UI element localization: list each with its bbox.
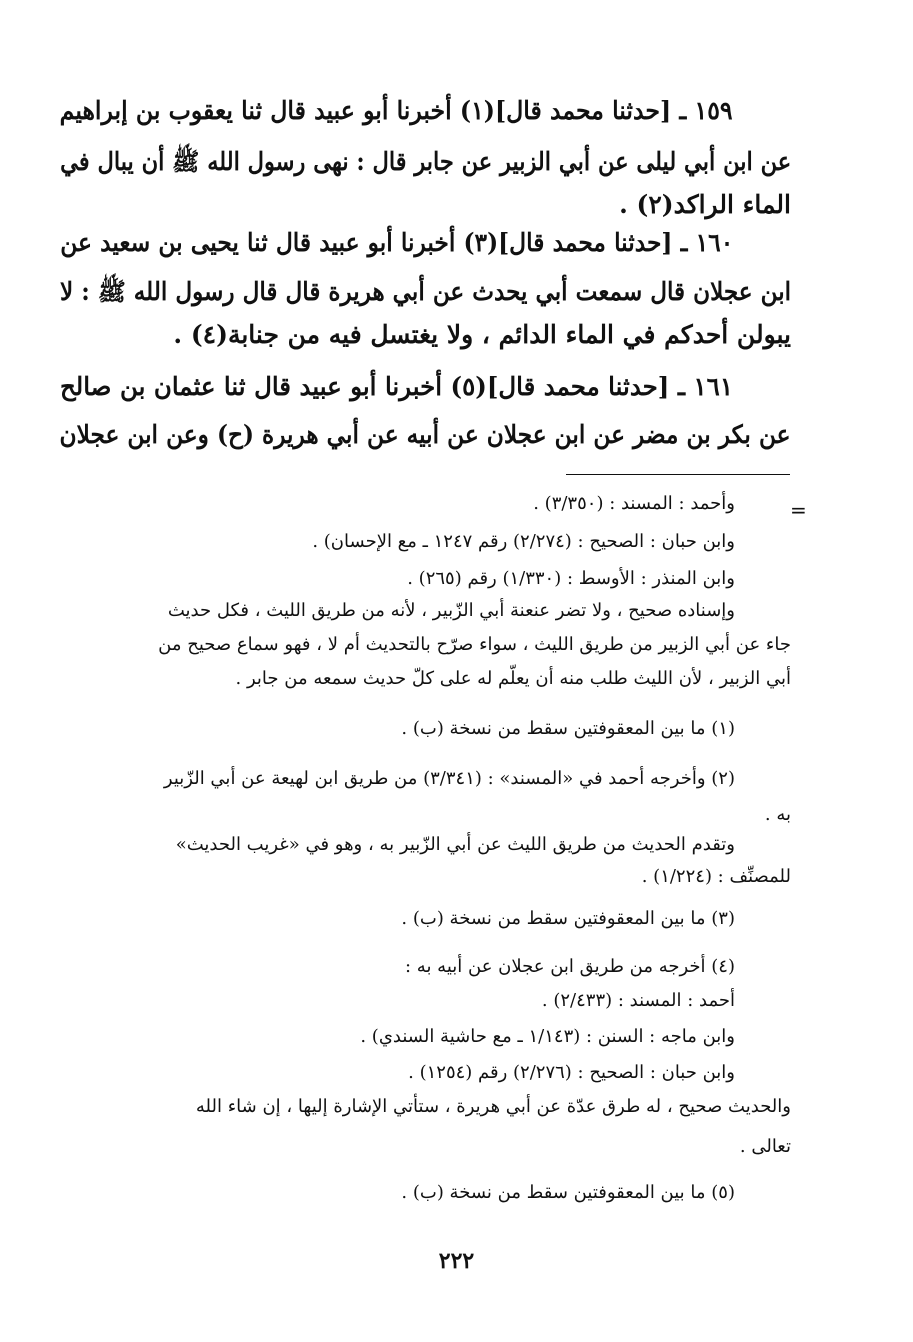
footnote-line: (٢) وأخرجه أحمد في «المسند» : (٣/٣٤١) من طريق ابن لهيعة عن أبي الزّبير [163, 768, 735, 789]
footnote-line: تعالى . [739, 1136, 791, 1157]
footnote-line: به . [764, 804, 791, 825]
footnote-line: للمصنِّف : (١/٢٢٤) . [641, 866, 791, 887]
footnote-line: أحمد : المسند : (٢/٤٣٣) . [541, 990, 735, 1011]
footnote-line: وأحمد : المسند : (٣/٣٥٠) . [533, 493, 735, 514]
footnote-line: وابن ماجه : السنن : (١/١٤٣ ـ مع حاشية السندي) . [360, 1026, 735, 1047]
continuation-mark: = [790, 498, 807, 522]
main-line: ١٦٠ ـ [حدثنا محمد قال](٣) أخبرنا أبو عبيد قال ثنا يحيى بن سعيد عن [59, 228, 733, 257]
footnote-line: وابن المنذر : الأوسط : (١/٣٣٠) رقم (٢٦٥) . [407, 568, 735, 589]
footnote-line: جاء عن أبي الزبير من طريق الليث ، سواء صرّح بالتحديث أم لا ، فهو سماع صحيح من [158, 634, 791, 655]
page-number: ٢٢٢ [438, 1248, 475, 1274]
footnote-line: أبي الزبير ، لأن الليث طلب منه أن يعلّم له على كلّ حديث سمعه من جابر . [235, 668, 791, 689]
footnote-line: وابن حبان : الصحيح : (٢/٢٧٤) رقم ١٢٤٧ ـ مع الإحسان) . [312, 531, 735, 552]
footnote-line: (٥) ما بين المعقوفتين سقط من نسخة (ب) . [401, 1182, 735, 1203]
main-line: ١٦١ ـ [حدثنا محمد قال](٥) أخبرنا أبو عبيد قال ثنا عثمان بن صالح [60, 372, 733, 401]
main-line: الماء الراكد(٢) . [619, 190, 791, 219]
footnote-separator [566, 474, 790, 475]
footnote-line: وابن حبان : الصحيح : (٢/٢٧٦) رقم (١٢٥٤) . [408, 1062, 735, 1083]
footnote-line: وتقدم الحديث من طريق الليث عن أبي الزّبير به ، وهو في «غريب الحديث» [175, 834, 735, 855]
footnote-line: وإسناده صحيح ، ولا تضر عنعنة أبي الزّبير ، لأنه من طريق الليث ، فكل حديث [167, 600, 735, 621]
footnote-line: (٤) أخرجه من طريق ابن عجلان عن أبيه به : [405, 956, 735, 977]
main-line: ابن عجلان قال سمعت أبي يحدث عن أبي هريرة قال قال رسول الله ﷺ : لا [59, 277, 791, 306]
main-line: يبولن أحدكم في الماء الدائم ، ولا يغتسل فيه من جنابة(٤) . [173, 320, 791, 349]
main-line: ١٥٩ ـ [حدثنا محمد قال](١) أخبرنا أبو عبيد قال ثنا يعقوب بن إبراهيم [60, 96, 733, 125]
main-line: عن بكر بن مضر عن ابن عجلان عن أبيه عن أبي هريرة (ح) وعن ابن عجلان [59, 420, 791, 449]
footnote-line: والحديث صحيح ، له طرق عدّة عن أبي هريرة ، ستأتي الإشارة إليها ، إن شاء الله [195, 1096, 791, 1117]
footnote-line: (١) ما بين المعقوفتين سقط من نسخة (ب) . [401, 718, 735, 739]
footnote-line: (٣) ما بين المعقوفتين سقط من نسخة (ب) . [401, 908, 735, 929]
main-line: عن ابن أبي ليلى عن أبي الزبير عن جابر قال : نهى رسول الله ﷺ أن يبال في [59, 147, 791, 176]
